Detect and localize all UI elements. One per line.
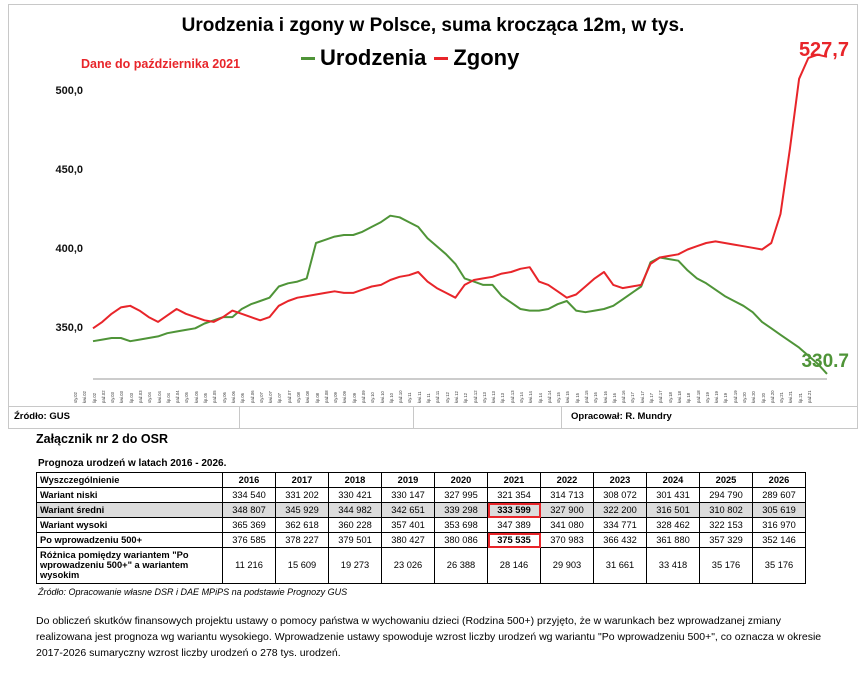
x-tick-label: lip.02 (91, 392, 97, 403)
table-column-header: 2025 (700, 473, 753, 488)
table-cell: 344 982 (329, 503, 382, 518)
table-cell: 376 585 (223, 533, 276, 548)
table-column-header: 2026 (753, 473, 806, 488)
table-cell: 357 329 (700, 533, 753, 548)
annex-title: Załącznik nr 2 do OSR (36, 432, 168, 446)
x-tick-label: paź.02 (100, 390, 106, 403)
table-row (37, 488, 806, 503)
table-cell: 361 880 (647, 533, 700, 548)
table-row (37, 548, 806, 584)
x-tick-label: sty.15 (556, 392, 562, 403)
table-cell: 330 147 (382, 488, 435, 503)
explanatory-paragraph: Do obliczeń skutków finansowych projektu ustawy o pomocy państwa w wychowaniu dzieci (Rodzina 500+) przyjęto, że w warunkach bez wprowadzanej zmiany realizowana jest prognoza wg wariantu wysokiego. Wprowadzenie ustawy spowoduje wzrost liczby urodzeń wg wariantu "Po wprowadzeniu 500+", co oznacza w okresie 2017-2026 sumaryczny wzrost liczby urodzeń o 278 tys. urodzeń. (36, 614, 822, 660)
table-cell: 322 153 (700, 518, 753, 533)
x-tick-label: lip.13 (500, 392, 506, 403)
table-cell: 380 427 (382, 533, 435, 548)
chart-footer (9, 406, 857, 428)
x-tick-label: lip.18 (686, 392, 692, 403)
x-tick-label: lip.12 (463, 392, 469, 403)
table-cell: 366 432 (594, 533, 647, 548)
legend-label-births: Urodzenia (320, 45, 427, 70)
x-tick-label: sty.13 (481, 392, 487, 403)
x-tick-label: paź.03 (138, 390, 144, 403)
x-tick-label: sty.21 (779, 392, 785, 403)
table-cell: 331 202 (276, 488, 329, 503)
x-tick-label: kwi.16 (602, 391, 608, 403)
x-tick-label: paź.19 (732, 390, 738, 403)
x-tick-label: paź.17 (658, 390, 664, 403)
x-tick-label: kwi.19 (714, 391, 720, 403)
table-column-header: 2022 (541, 473, 594, 488)
x-tick-label: paź.12 (472, 390, 478, 403)
table-column-header: 2017 (276, 473, 329, 488)
table-cell: 26 388 (435, 548, 488, 584)
x-tick-label: kwi.08 (305, 391, 311, 403)
x-tick-label: sty.07 (258, 392, 264, 403)
x-tick-label: sty.06 (221, 392, 227, 403)
deaths-last-value-label: 527,7 (798, 39, 849, 61)
x-tick-label: lip.07 (277, 392, 283, 403)
table-column-header: 2016 (223, 473, 276, 488)
x-tick-label: paź.15 (584, 390, 589, 403)
x-tick-label: paź.16 (621, 390, 627, 403)
table-cell: 301 431 (647, 488, 700, 503)
x-tick-label: sty.11 (407, 392, 413, 403)
x-tick-label: lip.14 (537, 392, 543, 403)
table-cell: 353 698 (435, 518, 488, 533)
x-tick-label: sty.10 (370, 392, 376, 403)
x-tick-label: kwi.02 (82, 391, 88, 403)
x-tick-label: lip.11 (426, 393, 432, 403)
x-tick-label: paź.05 (212, 390, 218, 403)
x-tick-label: sty.14 (518, 392, 524, 403)
table-cell: 360 228 (329, 518, 382, 533)
table-row (37, 503, 806, 518)
table-cell-highlighted: 375 535 (488, 533, 541, 548)
x-tick-label: sty.18 (667, 392, 673, 403)
x-tick-label: sty.16 (593, 392, 599, 403)
document-section (34, 432, 834, 661)
table-cell: 289 607 (753, 488, 806, 503)
x-tick-label: kwi.12 (453, 391, 459, 403)
table-cell: 310 802 (700, 503, 753, 518)
table-cell: 379 501 (329, 533, 382, 548)
table-cell: 347 389 (488, 518, 541, 533)
x-tick-label: sty.05 (184, 392, 190, 403)
x-tick-label: kwi.07 (268, 391, 274, 403)
x-tick-label: lip.15 (574, 392, 580, 403)
table-cell: 11 216 (223, 548, 276, 584)
table-row-label: Wariant wysoki (37, 518, 223, 533)
x-tick-label: sty.08 (295, 392, 301, 403)
table-column-header: 2023 (594, 473, 647, 488)
table-row-label: Po wprowadzeniu 500+ (37, 533, 223, 548)
table-cell: 328 462 (647, 518, 700, 533)
table-cell: 308 072 (594, 488, 647, 503)
x-tick-label: kwi.21 (788, 391, 794, 403)
x-tick-label: lip.08 (314, 392, 320, 403)
table-cell: 314 713 (541, 488, 594, 503)
table-cell: 305 619 (753, 503, 806, 518)
table-cell: 316 970 (753, 518, 806, 533)
x-tick-label: lip.16 (611, 392, 617, 403)
table-source: Źródło: Opracowanie własne DSR i DAE MPiPS na podstawie Prognozy GUS (38, 586, 348, 597)
x-tick-label: kwi.05 (193, 391, 199, 403)
x-tick-label: kwi.17 (639, 391, 645, 403)
table-cell: 322 200 (594, 503, 647, 518)
table-cell: 357 401 (382, 518, 435, 533)
table-cell: 31 661 (594, 548, 647, 584)
x-tick-label: lip.10 (388, 392, 394, 403)
x-tick-label: sty.12 (444, 392, 450, 403)
table-cell: 23 026 (382, 548, 435, 584)
series-line-zgony (93, 55, 827, 329)
table-cell: 35 176 (753, 548, 806, 584)
x-tick-label: paź.07 (286, 390, 292, 403)
table-cell: 294 790 (700, 488, 753, 503)
x-tick-label: kwi.18 (676, 391, 682, 403)
x-tick-label: paź.06 (249, 390, 255, 403)
births-last-value-label: 330.7 (801, 351, 849, 372)
table-row-label: Wariant niski (37, 488, 223, 503)
table-cell: 19 273 (329, 548, 382, 584)
x-tick-label: kwi.11 (416, 391, 422, 403)
x-tick-label: kwi.06 (230, 391, 236, 403)
x-tick-label: lip.04 (165, 392, 171, 403)
table-header-row (37, 473, 806, 488)
chart-author: Opracował: R. Mundry (571, 411, 672, 422)
table-cell: 380 086 (435, 533, 488, 548)
y-tick-350: 350,0 (55, 322, 83, 334)
x-tick-label: kwi.15 (565, 391, 571, 403)
x-tick-label: kwi.04 (156, 391, 162, 403)
table-cell: 341 080 (541, 518, 594, 533)
table-column-header: Wyszczególnienie (37, 473, 223, 488)
table-cell: 370 983 (541, 533, 594, 548)
table-cell: 334 540 (223, 488, 276, 503)
table-cell-highlighted: 333 599 (488, 503, 541, 518)
x-tick-label: paź.20 (769, 390, 775, 403)
y-tick-450: 450,0 (55, 164, 83, 176)
x-tick-label: kwi.03 (119, 391, 125, 403)
table-cell: 327 995 (435, 488, 488, 503)
table-row-label: Różnica pomiędzy wariantem "Po wprowadzeniu 500+" a wariantem wysokim (37, 548, 223, 584)
x-axis-tick-labels (71, 373, 811, 407)
x-tick-label: kwi.14 (528, 391, 534, 403)
table-cell: 362 618 (276, 518, 329, 533)
x-tick-label: lip.05 (203, 392, 209, 403)
x-tick-label: paź.21 (807, 390, 812, 403)
table-column-header: 2021 (488, 473, 541, 488)
table-cell: 330 421 (329, 488, 382, 503)
x-tick-label: kwi.10 (379, 391, 385, 403)
table-cell: 352 146 (753, 533, 806, 548)
x-tick-label: kwi.09 (342, 391, 348, 403)
table-column-header: 2019 (382, 473, 435, 488)
x-tick-label: sty.04 (147, 392, 153, 403)
table-cell: 33 418 (647, 548, 700, 584)
plot-area (31, 25, 837, 375)
x-tick-label: sty.19 (704, 392, 710, 403)
chart-title: Urodzenia i zgony w Polsce, suma krocząca 12m, w tys. (181, 15, 685, 36)
table-body (37, 488, 806, 584)
table-cell: 35 176 (700, 548, 753, 584)
table-cell: 342 651 (382, 503, 435, 518)
x-tick-label: sty.02 (73, 392, 78, 403)
x-tick-label: lip.09 (351, 392, 357, 403)
x-tick-label: lip.17 (649, 392, 655, 403)
table-cell: 28 146 (488, 548, 541, 584)
x-tick-label: lip.06 (240, 392, 246, 403)
table-cell: 321 354 (488, 488, 541, 503)
x-tick-label: paź.08 (323, 390, 329, 403)
x-tick-label: lip.20 (760, 392, 766, 403)
chart-source: Źródło: GUS (14, 411, 70, 422)
chart-svg (31, 25, 837, 385)
x-tick-label: sty.09 (333, 392, 339, 403)
x-tick-label: paź.18 (695, 390, 701, 403)
x-tick-label: lip.21 (797, 392, 803, 403)
table-cell: 29 903 (541, 548, 594, 584)
table-column-header: 2018 (329, 473, 382, 488)
chart-data-note: Dane do października 2021 (81, 57, 241, 71)
x-tick-label: lip.19 (723, 392, 729, 403)
table-cell: 348 807 (223, 503, 276, 518)
table-cell: 334 771 (594, 518, 647, 533)
x-tick-label: paź.13 (509, 390, 515, 403)
x-tick-label: lip.03 (128, 392, 134, 403)
x-tick-label: kwi.13 (491, 391, 497, 403)
x-tick-label: kwi.20 (751, 391, 757, 403)
table-cell: 15 609 (276, 548, 329, 584)
table-cell: 378 227 (276, 533, 329, 548)
table-cell: 339 298 (435, 503, 488, 518)
table-column-header: 2020 (435, 473, 488, 488)
legend-label-deaths: Zgony (453, 45, 520, 70)
y-tick-400: 400,0 (55, 243, 83, 255)
x-tick-label: paź.11 (435, 390, 441, 403)
table-column-header: 2024 (647, 473, 700, 488)
table-caption: Prognoza urodzeń w latach 2016 - 2026. (38, 458, 227, 469)
table-row-label: Wariant średni (37, 503, 223, 518)
table-cell: 365 369 (223, 518, 276, 533)
x-tick-label: sty.20 (741, 392, 747, 403)
y-tick-500: 500,0 (55, 85, 83, 97)
table-row (37, 518, 806, 533)
x-tick-label: paź.14 (546, 390, 552, 403)
x-tick-label: paź.10 (398, 390, 404, 403)
table-row (37, 533, 806, 548)
table-cell: 345 929 (276, 503, 329, 518)
x-tick-label: paź.09 (361, 390, 367, 403)
x-tick-label: sty.03 (110, 392, 116, 403)
x-tick-label: sty.17 (630, 392, 636, 403)
series-line-urodzenia (93, 216, 827, 374)
table-cell: 316 501 (647, 503, 700, 518)
table-cell: 327 900 (541, 503, 594, 518)
forecast-table (36, 472, 806, 584)
chart-panel (8, 4, 858, 429)
x-tick-label: paź.04 (175, 390, 181, 403)
